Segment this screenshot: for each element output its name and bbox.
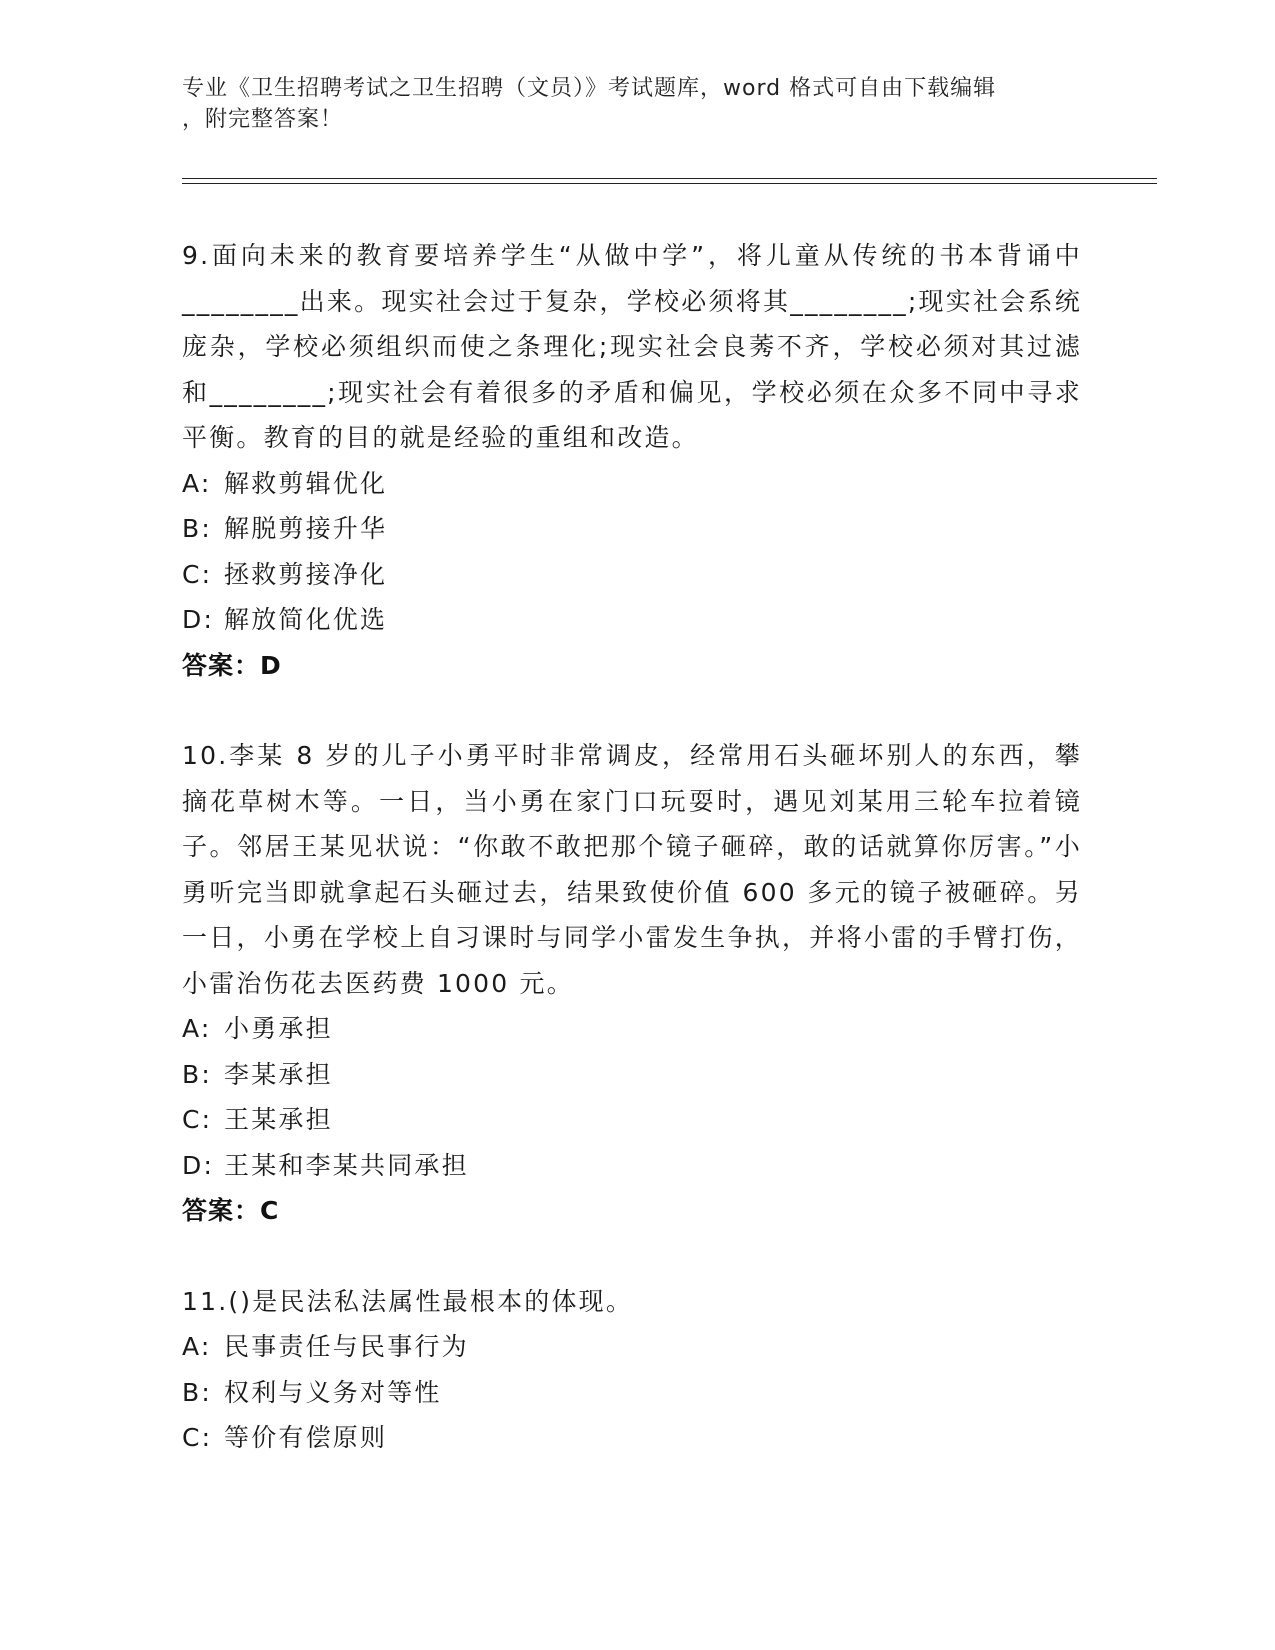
option-text: 权利与义务对等性 [224, 1377, 442, 1407]
option-key: B: [182, 1377, 212, 1407]
question-list [182, 233, 1082, 1461]
option-text: 拯救剪接净化 [224, 559, 388, 589]
question-10 [182, 733, 1082, 1234]
question-stem: 11.()是民法私法属性最根本的体现。 [182, 1286, 634, 1316]
question-9 [182, 233, 1082, 688]
option-key: C: [182, 1105, 213, 1134]
option-text: 解脱剪接升华 [224, 514, 388, 543]
option-d [182, 597, 1082, 643]
option-key: C: [182, 559, 213, 589]
option-key: A: [182, 468, 212, 498]
option-b [182, 506, 1082, 552]
option-c [182, 552, 1082, 598]
option-b [182, 1052, 1082, 1098]
answer-line: 答案：D [182, 650, 282, 680]
answer-line: 答案：C [182, 1196, 280, 1225]
option-a [182, 1006, 1082, 1052]
option-d [182, 1143, 1082, 1189]
option-key: B: [182, 1059, 212, 1089]
option-text: 王某承担 [224, 1105, 333, 1134]
option-key: A: [182, 1014, 212, 1043]
option-c [182, 1415, 1082, 1461]
option-key: A: [182, 1332, 212, 1361]
option-a [182, 461, 1082, 507]
option-a [182, 1324, 1082, 1370]
option-text: 李某承担 [224, 1059, 333, 1089]
option-text: 解救剪辑优化 [224, 468, 388, 498]
header-rule-bottom [182, 183, 1157, 184]
option-key: C: [182, 1423, 213, 1452]
option-text: 等价有偿原则 [224, 1423, 388, 1452]
option-text: 解放简化优选 [224, 605, 388, 634]
option-key: D: [182, 1150, 215, 1180]
option-text: 小勇承担 [224, 1014, 333, 1043]
header-rule-top [182, 178, 1157, 179]
spacer [182, 1234, 1082, 1279]
option-c [182, 1097, 1082, 1143]
option-text: 民事责任与民事行为 [224, 1332, 469, 1361]
option-key: B: [182, 514, 212, 543]
option-text: 王某和李某共同承担 [224, 1150, 469, 1180]
question-11 [182, 1279, 1082, 1461]
header-line-1: 专业《卫生招聘考试之卫生招聘（文员）》考试题库，word 格式可自由下载编辑 [182, 76, 997, 101]
spacer [182, 688, 1082, 733]
option-key: D: [182, 605, 215, 634]
header-line-2: ，附完整答案！ [182, 107, 344, 132]
question-stem: 10.李某 8 岁的儿子小勇平时非常调皮，经常用石头砸坏别人的东西，攀摘花草树木等。一日，当小勇在家门口玩耍时，遇见刘某用三轮车拉着镜子。邻居王某见状说：“你敢不敢把那个镜子砸碎，敢的话就算你厉害。”小勇听完当即就拿起石头砸过去，结果致使价值 600 多元的镜子被砸碎。另一日，小勇在学校上自习课时与同学小雷发生争执，并将小雷的手臂打伤，小雷治伤花去医药费 1000 元。 [182, 741, 1082, 998]
document-header [182, 73, 1062, 135]
question-stem: 9.面向未来的教育要培养学生“从做中学”，将儿童从传统的书本背诵中________出来。现实社会过于复杂，学校必须将其________;现实社会系统庞杂，学校必须组织而使之条理化;现实社会良莠不齐，学校必须对其过滤和________;现实社会有着很多的矛盾和偏见，学校必须在众多不同中寻求平衡。教育的目的就是经验的重组和改造。 [182, 241, 1082, 452]
option-b [182, 1370, 1082, 1416]
